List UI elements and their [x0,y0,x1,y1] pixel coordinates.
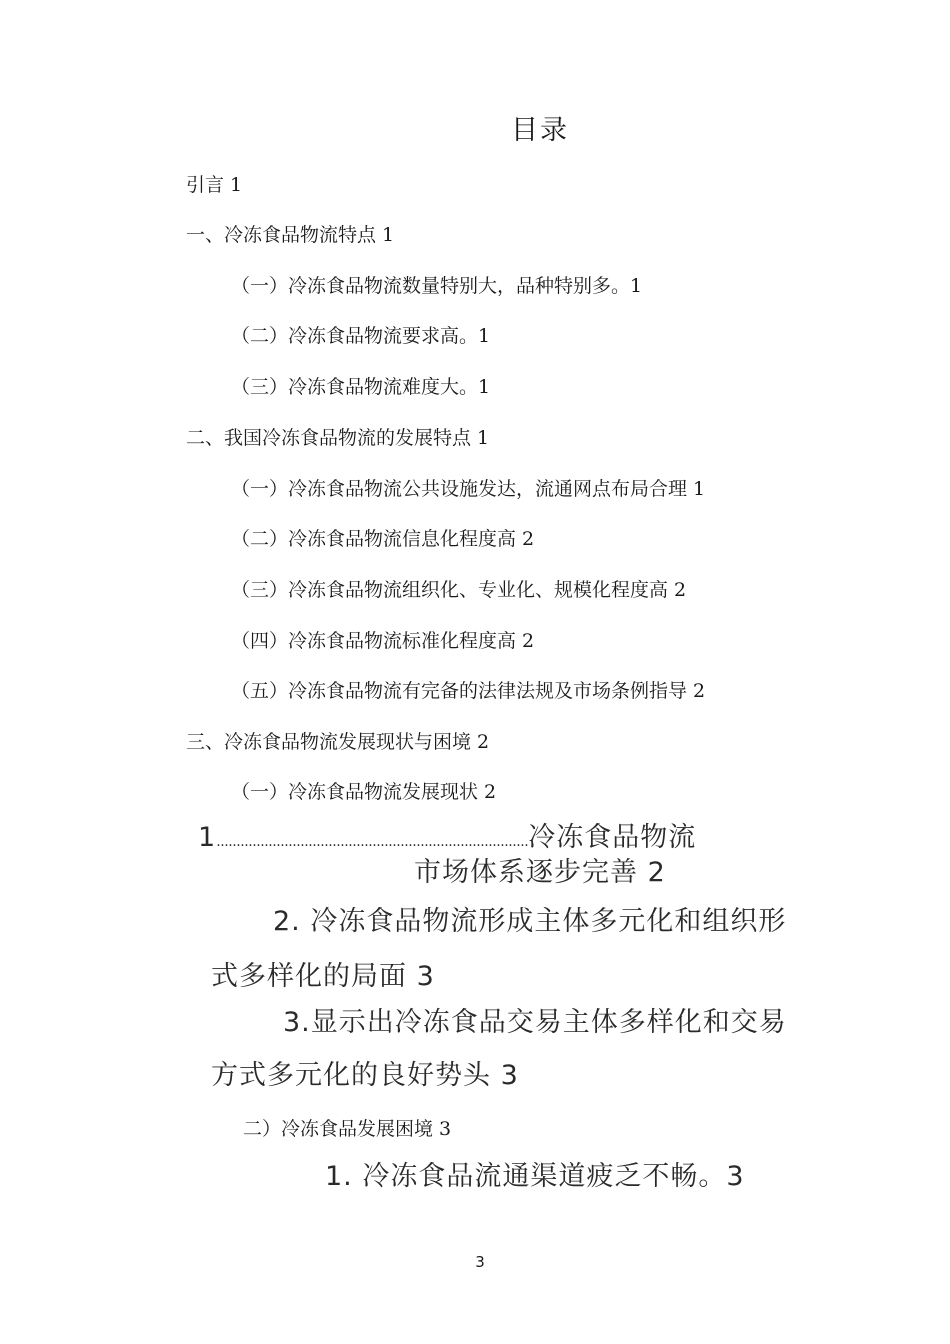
toc-sub-item-1-number: 1 [198,822,217,853]
toc-sub-item-2-line-2[interactable]: 式多样化的局面 3 [211,961,435,992]
toc-sub-item-3-line-1[interactable]: 3.显示出冷冻食品交易主体多样化和交易 [283,1007,787,1038]
toc-entry-section-1[interactable]: 一、冷冻食品物流特点 1 [186,224,395,246]
toc-entry-section-3[interactable]: 三、冷冻食品物流发展现状与困境 2 [186,731,490,753]
toc-title: 目录 [511,115,569,146]
toc-entry-2-5[interactable]: （五）冷冻食品物流有完备的法律法规及市场条例指导 2 [231,680,706,702]
toc-sub-item-1-continuation[interactable]: 市场体系逐步完善 2 [414,857,666,888]
toc-entry-1-3[interactable]: （三）冷冻食品物流难度大。1 [231,376,491,398]
toc-sub-item-3-line-2[interactable]: 方式多元化的良好势头 3 [211,1060,519,1091]
toc-leader-dots: .............................................................................. [216,834,529,850]
toc-entry-3-2[interactable]: 二）冷冻食品发展困境 3 [243,1118,452,1140]
toc-entry-2-1[interactable]: （一）冷冻食品物流公共设施发达，流通网点布局合理 1 [231,478,706,500]
toc-sub-item-1[interactable] [198,815,696,854]
page-number: 3 [475,1253,485,1271]
toc-sub-item-1-text: 冷冻食品物流 [528,822,697,853]
toc-entry-2-4[interactable]: （四）冷冻食品物流标准化程度高 2 [231,630,535,652]
toc-sub-item-2-line-1[interactable]: 2. 冷冻食品物流形成主体多元化和组织形 [273,906,787,937]
toc-entry-1-2[interactable]: （二）冷冻食品物流要求高。1 [231,325,491,347]
toc-entry-3-1[interactable]: （一）冷冻食品物流发展现状 2 [231,781,497,803]
toc-entry-intro[interactable]: 引言 1 [186,174,243,196]
toc-entry-2-2[interactable]: （二）冷冻食品物流信息化程度高 2 [231,528,535,550]
toc-sub-item-last[interactable]: 1. 冷冻食品流通渠道疲乏不畅。3 [325,1161,745,1192]
toc-entry-section-2[interactable]: 二、我国冷冻食品物流的发展特点 1 [186,427,490,449]
toc-entry-1-1[interactable]: （一）冷冻食品物流数量特别大，品种特别多。1 [231,275,643,297]
toc-entry-2-3[interactable]: （三）冷冻食品物流组织化、专业化、规模化程度高 2 [231,579,687,601]
